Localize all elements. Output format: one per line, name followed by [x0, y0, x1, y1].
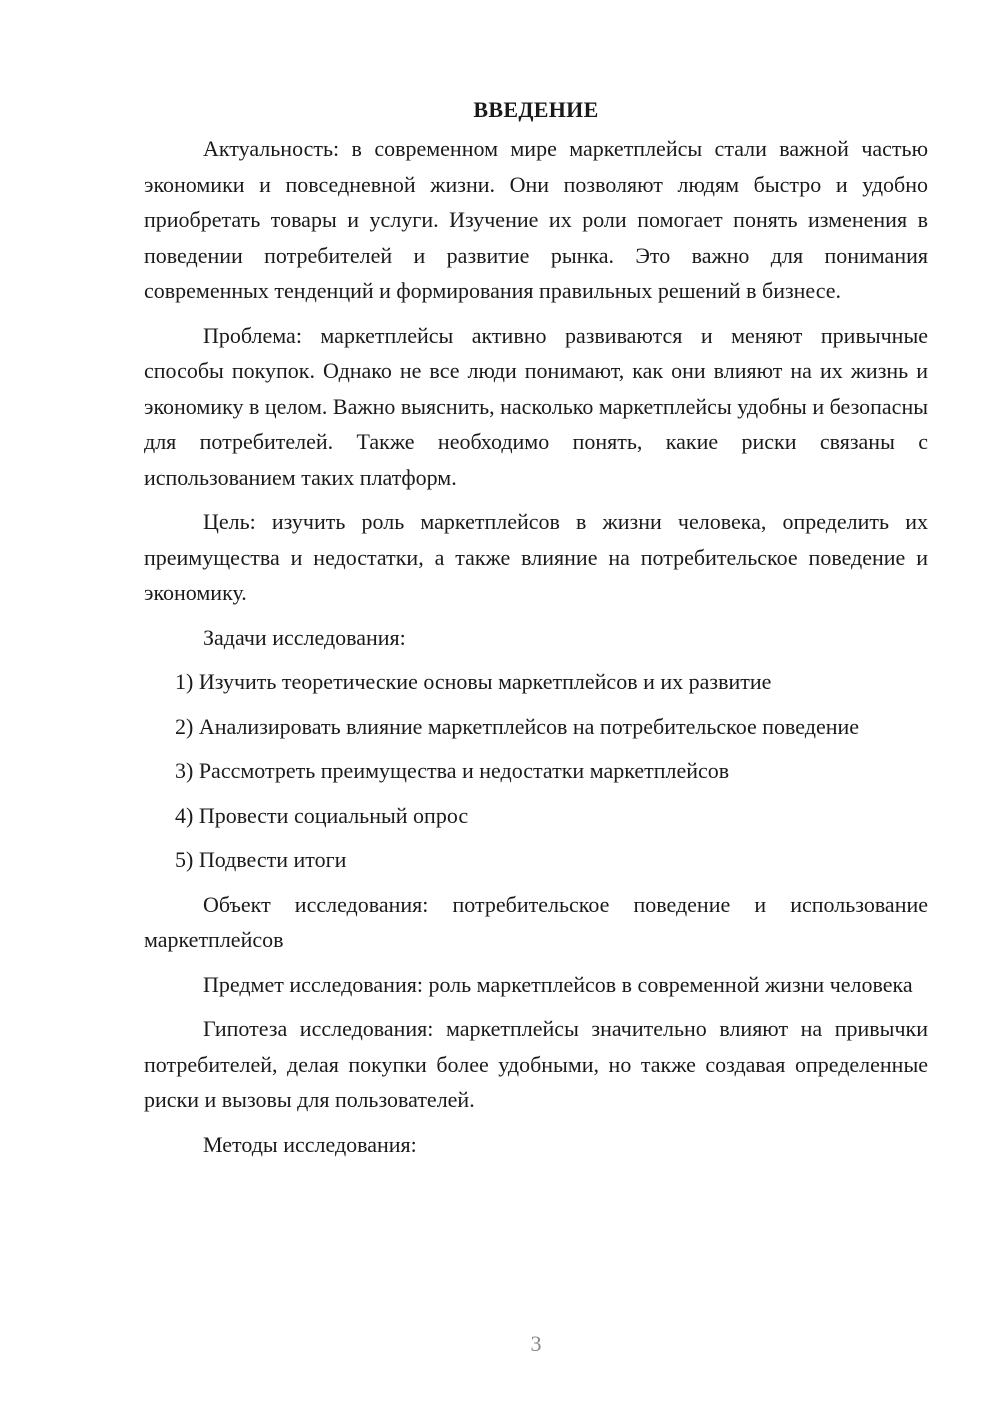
task-item-4: 4) Провести социальный опрос: [175, 802, 469, 828]
tasks-heading: Задачи исследования:: [203, 624, 406, 650]
task-item-2: 2) Анализировать влияние маркетплейсов на потребительское поведение: [175, 713, 860, 739]
task-item-5: 5) Подвести итоги: [175, 847, 347, 872]
page-number: 3: [530, 1331, 542, 1356]
subject-paragraph: Предмет исследования: роль маркетплейсов в современной жизни человека: [203, 971, 913, 997]
document-page: [144, 92, 928, 1171]
tasks-list: [144, 664, 928, 878]
object-paragraph: Объект исследования: потребительское поведение и использование маркетплейсов: [144, 891, 928, 952]
methods-heading: Методы исследования:: [203, 1131, 417, 1157]
relevance-paragraph: Актуальность: в современном мире маркетплейсы стали важной частью экономики и повседневной жизни. Они позволяют людям быстро и удобно приобретать товары и услуги. Изучение их роли помогает понять изменения в поведении потребителей и развитие рынка. Это важно для понимания современных тенденций и формирования правильных решений в бизнесе.: [144, 136, 928, 303]
goal-paragraph: Цель: изучить роль маркетплейсов в жизни человека, определить их преимущества и недостатки, а также влияние на потребительское поведение и экономику.: [144, 509, 928, 605]
task-item-3: 3) Рассмотреть преимущества и недостатки маркетплейсов: [175, 758, 730, 783]
page-title: ВВЕДЕНИЕ: [473, 97, 599, 122]
problem-paragraph: Проблема: маркетплейсы активно развиваются и меняют привычные способы покупок. Однако не все люди понимают, как они влияют на их жизнь и экономику в целом. Важно выяснить, насколько маркетплейсы удобны и безопасны для потребителей. Также необходимо понять, какие риски связаны с использованием таких платформ.: [144, 322, 928, 490]
hypothesis-paragraph: Гипотеза исследования: маркетплейсы значительно влияют на привычки потребителей, делая покупки более удобными, но также создавая определенные риски и вызовы для пользователей.: [144, 1016, 928, 1112]
task-item-1: 1) Изучить теоретические основы маркетплейсов и их развитие: [175, 669, 772, 694]
